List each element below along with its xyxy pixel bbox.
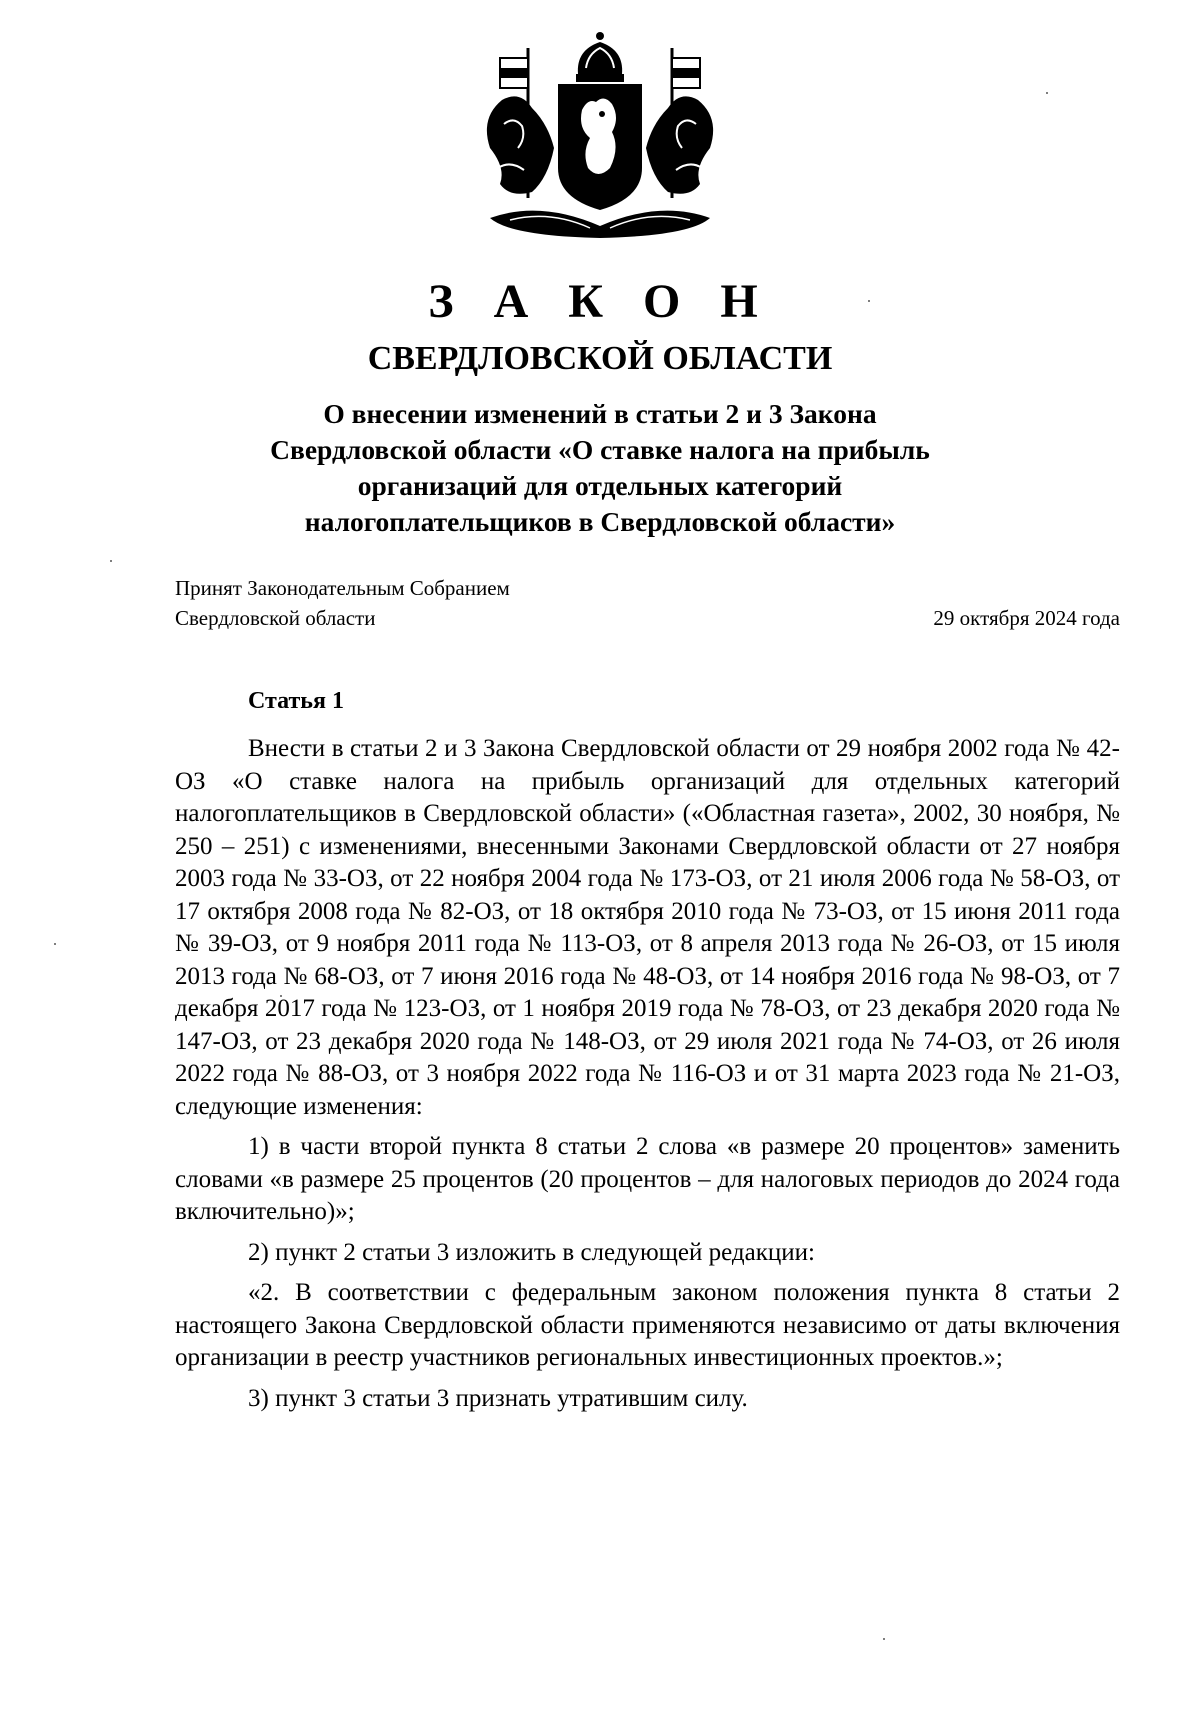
- article-heading: Статья 1: [248, 688, 344, 714]
- adoption-line-1: Принят Законодательным Собранием: [175, 576, 510, 600]
- region-heading: СВЕРДЛОВСКОЙ ОБЛАСТИ: [367, 340, 833, 377]
- scan-speck: [883, 1638, 885, 1640]
- article-paragraph-item-3: 3) пункт 3 статьи 3 признать утратившим силу.: [248, 1384, 748, 1412]
- scan-speck: [1046, 92, 1048, 94]
- law-title: О внесении изменений в статьи 2 и 3 Закона Свердловской области «О ставке налога на прибыль организаций для отдельных категорий налогоплательщиков в Свердловской области»: [270, 398, 930, 537]
- left-griffin-icon: [487, 96, 554, 193]
- article-paragraph-quote: «2. В соответствии с федеральным законом положения пункта 8 статьи 2 настоящего Закона Свердловской области применяются независимо от даты включения организации в реестр участников региональных инвестиционных проектов.»;: [175, 1279, 1120, 1371]
- scan-speck: [54, 943, 56, 945]
- crown-icon: [576, 32, 624, 82]
- shield-icon: [558, 84, 642, 210]
- adoption-date: 29 октября 2024 года: [933, 606, 1120, 630]
- coat-of-arms-icon: [470, 28, 730, 240]
- article-paragraph-item-2: 2) пункт 2 статьи 3 изложить в следующей редакции:: [248, 1238, 815, 1266]
- article-paragraph-item-1: 1) в части второй пункта 8 статьи 2 слова «в размере 20 процентов» заменить словами «в размере 25 процентов (20 процентов – для налоговых периодов до 2024 года включительно)»;: [175, 1133, 1120, 1225]
- article-body: [175, 733, 1120, 1423]
- scan-speck: [110, 560, 112, 562]
- document-type-heading: З А К О Н: [428, 275, 772, 328]
- laurel-base-icon: [490, 211, 710, 238]
- adoption-line-2: Свердловской области: [175, 606, 376, 630]
- right-griffin-icon: [646, 96, 713, 193]
- article-paragraph-intro: Внести в статьи 2 и 3 Закона Свердловской области от 29 ноября 2002 года № 42-ОЗ «О ставке налога на прибыль организаций для отдельных категорий налогоплательщиков в Свердловской области» («Областная газета», 2002, 30 ноября, № 250 – 251) с изменениями, внесенными Законами Свердловской области от 27 ноября 2003 года № 33-ОЗ, от 22 ноября 2004 года № 173-ОЗ, от 21 июля 2006 года № 58-ОЗ, от 17 октября 2008 года № 82-ОЗ, от 18 октября 2010 года № 73-ОЗ, от 15 июня 2011 года № 39-ОЗ, от 9 ноября 2011 года № 113-ОЗ, от 8 апреля 2013 года № 26-ОЗ, от 15 июля 2013 года № 68-ОЗ, от 7 июня 2016 года № 48-ОЗ, от 14 ноября 2016 года № 98-ОЗ, от 7 декабря 2017 года № 123-ОЗ, от 1 ноября 2019 года № 78-ОЗ, от 23 декабря 2020 года № 147-ОЗ, от 23 декабря 2020 года № 148-ОЗ, от 29 июля 2021 года № 74-ОЗ, от 26 июля 2022 года № 88-ОЗ, от 3 ноября 2022 года № 116-ОЗ и от 31 марта 2023 года № 21-ОЗ, следующие изменения:: [175, 735, 1120, 1120]
- adoption-block: [175, 573, 510, 633]
